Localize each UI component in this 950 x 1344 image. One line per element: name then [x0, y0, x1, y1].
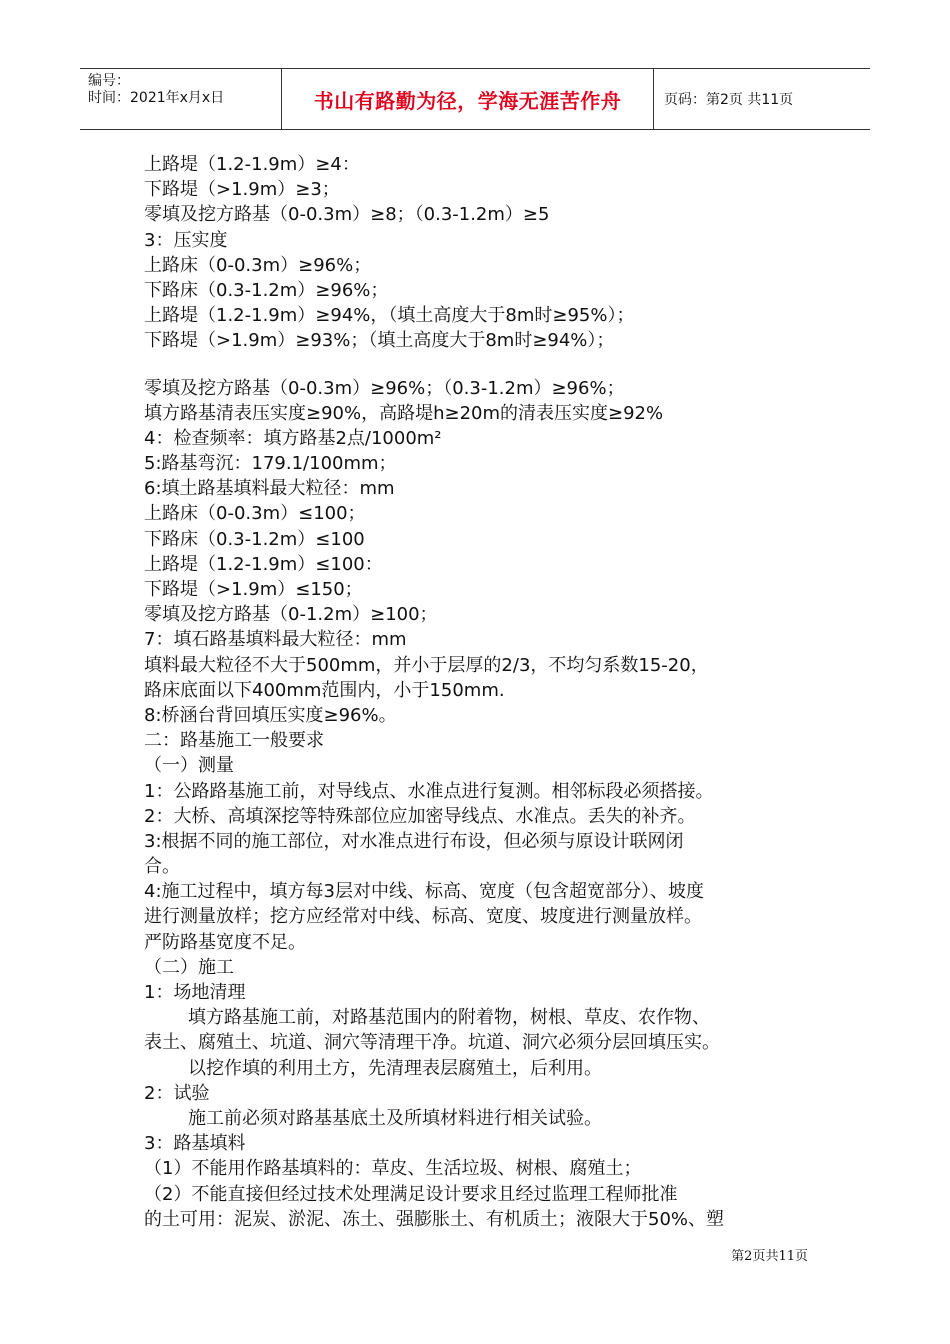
text-line: 3:根据不同的施工部位，对水准点进行布设，但必须与原设计联网闭	[144, 830, 684, 852]
text-line: 上路堤（1.2-1.9m）≥4：	[144, 154, 360, 175]
text-line: 7：填石路基填料最大粒径：mm	[144, 629, 407, 651]
text-line: 1：场地清理	[144, 982, 246, 1003]
text-line: 施工前必须对路基基底土及所填材料进行相关试验。	[188, 1107, 602, 1129]
text-line: 上路床（0-0.3m）≥96%；	[144, 254, 372, 276]
header-meta-cell	[80, 69, 282, 129]
text-line: 2：试验	[144, 1082, 210, 1104]
text-line: 上路床（0-0.3m）≤100；	[144, 503, 366, 525]
text-line: 3：路基填料	[144, 1133, 246, 1155]
header-page-number: 页码：第2页 共11页	[664, 92, 794, 108]
text-line: 下路堤（>1.9m）≤150；	[144, 579, 363, 600]
text-line: 填料最大粒径不大于500mm，并小于层厚的2/3，不均匀系数15-20，	[144, 654, 709, 676]
text-line: 下路堤（>1.9m）≥93%；（填土高度大于8m时≥94%）；	[144, 330, 615, 352]
text-line: 零填及挖方路基（0-0.3m）≥8；（0.3-1.2m）≥5	[144, 204, 550, 226]
header-motto: 书山有路勤为径，学海无涯苦作舟	[282, 69, 654, 129]
document-code-label: 编号：	[88, 73, 130, 89]
text-line: 5:路基弯沉：179.1/100mm；	[144, 453, 397, 475]
text-line: （1）不能用作路基填料的：草皮、生活垃圾、树根、腐殖土；	[144, 1158, 642, 1180]
text-line: 8:桥涵台背回填压实度≥96%。	[144, 704, 397, 726]
text-line: 表土、腐殖土、坑道、洞穴等清理干净。坑道、洞穴必须分层回填压实。	[144, 1032, 720, 1054]
subsection-heading: （一）测量	[144, 755, 234, 777]
text-line: 4：检查频率：填方路基2点/1000m²	[144, 427, 442, 449]
text-line: 2：大桥、高填深挖等特殊部位应加密导线点、水准点。丢失的补齐。	[144, 805, 696, 827]
text-line: 1：公路路基施工前，对导线点、水准点进行复测。相邻标段必须搭接。	[144, 780, 714, 802]
text-line: 合。	[144, 856, 180, 878]
text-line: 零填及挖方路基（0-1.2m）≥100；	[144, 604, 438, 626]
text-line: 下路堤（>1.9m）≥3；	[144, 179, 340, 201]
text-line: （2）不能直接但经过技术处理满足设计要求且经过监理工程师批准	[144, 1183, 678, 1205]
text-line: 路床底面以下400mm范围内，小于150mm.	[144, 679, 505, 701]
blank-line	[144, 354, 834, 376]
section-heading: 二：路基施工一般要求	[144, 730, 324, 752]
text-line: 上路堤（1.2-1.9m）≤100：	[144, 553, 383, 575]
text-line: 填方路基清表压实度≥90%，高路堤h≥20m的清表压实度≥92%	[144, 402, 664, 424]
page-footer: 第2页共11页	[731, 1249, 808, 1264]
subsection-heading: （二）施工	[144, 956, 234, 978]
text-line: 4:施工过程中，填方每3层对中线、标高、宽度（包含超宽部分）、坡度	[144, 881, 704, 903]
text-line: 以挖作填的利用土方，先清理表层腐殖土，后利用。	[188, 1057, 602, 1079]
text-line: 严防路基宽度不足。	[144, 931, 306, 953]
text-line: 3：压实度	[144, 229, 228, 251]
document-time-label: 时间：2021年x月x日	[88, 90, 225, 106]
document-body	[144, 152, 834, 1232]
text-line: 进行测量放样；挖方应经常对中线、标高、宽度、坡度进行测量放样。	[144, 906, 702, 928]
text-line: 的土可用：泥炭、淤泥、冻土、强膨胀土、有机质土；液限大于50%、塑	[144, 1208, 725, 1230]
text-line: 6:填土路基填料最大粒径：mm	[144, 478, 395, 500]
text-line: 下路床（0.3-1.2m）≥96%；	[144, 279, 389, 301]
text-line: 填方路基施工前，对路基范围内的附着物，树根、草皮、农作物、	[188, 1007, 710, 1029]
page-header	[80, 68, 870, 130]
text-line: 零填及挖方路基（0-0.3m）≥96%；（0.3-1.2m）≥96%；	[144, 377, 625, 399]
text-line: 下路床（0.3-1.2m）≤100	[144, 528, 365, 550]
text-line: 上路堤（1.2-1.9m）≥94%，（填土高度大于8m时≥95%）；	[144, 305, 635, 327]
